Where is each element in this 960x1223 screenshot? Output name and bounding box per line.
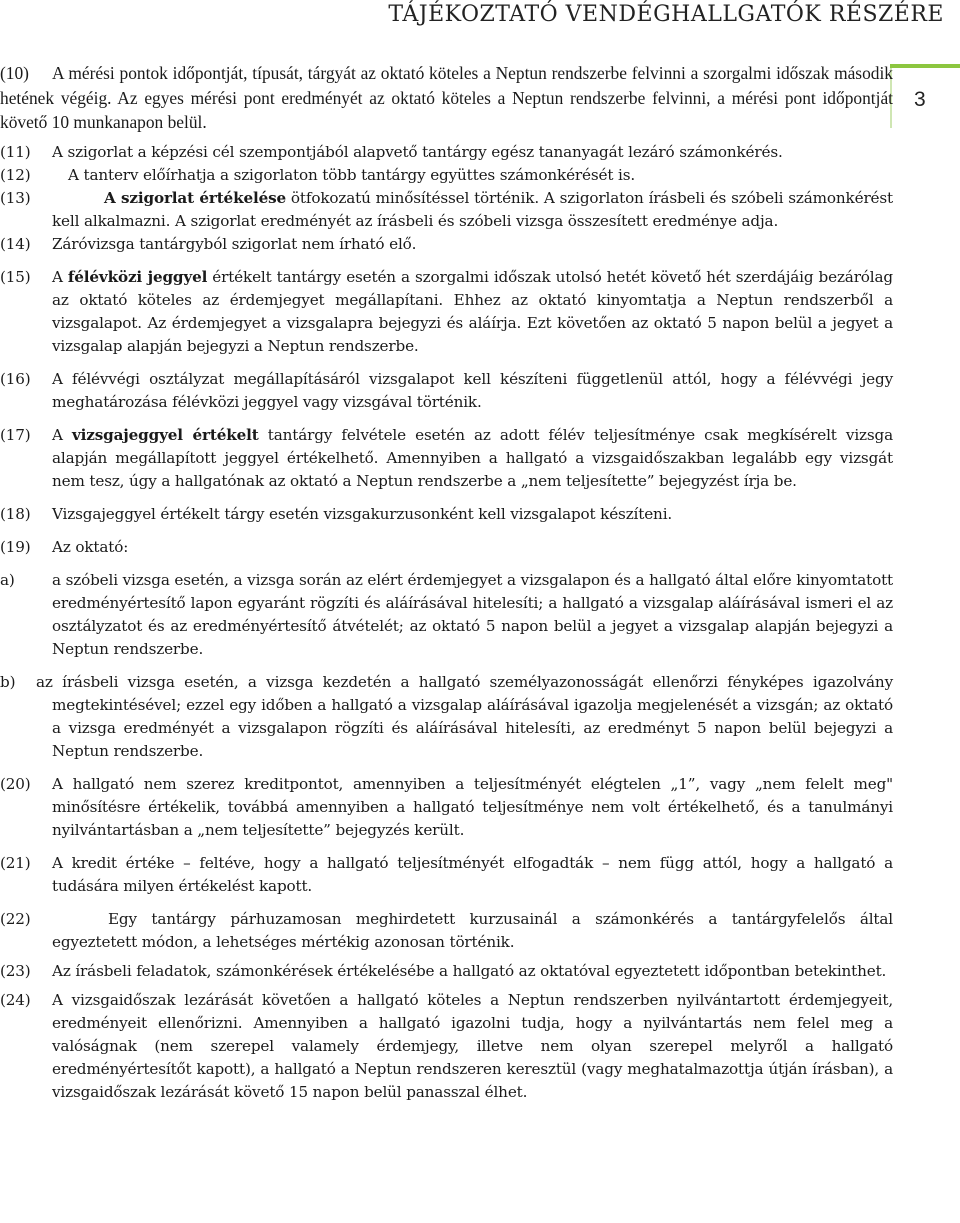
list-item xyxy=(0,503,893,526)
item-bold-term: félévközi jeggyel xyxy=(67,267,208,286)
item-text: értékelt tantárgy esetén a szorgalmi időszak utolsó hetét követő hét szerdájáig bezárólag az oktató köteles az érdemjegyet megállapítani. Ehhez az oktató kinyomtatja a Neptun rendszerből a vizsgalapot. Az érdemjegyet a vizsgalapra bejegyzi és aláírja. Ezt követően az oktató 5 napon belül a jegyet a vizsgalap alapján bejegyzi a Neptun rendszerbe. xyxy=(52,267,893,355)
list-item xyxy=(0,266,893,358)
document-header: TÁJÉKOZTATÓ VENDÉGHALLGATÓK RÉSZÉRE xyxy=(388,2,944,27)
list-item xyxy=(0,164,893,187)
item-text: A félévvégi osztályzat megállapításáról vizsgalapot kell készíteni függetlenül attól, hogy a félévvégi jegy meghatározása félévközi jeggyel vagy vizsgával történik. xyxy=(52,369,893,411)
list-item xyxy=(0,187,893,233)
item-number: (22) xyxy=(0,909,31,928)
item-number: (16) xyxy=(0,369,31,388)
item-number: (14) xyxy=(0,234,31,253)
list-item xyxy=(0,233,893,256)
item-text: Záróvizsga tantárgyból szigorlat nem írható elő. xyxy=(52,234,417,253)
item-number: (11) xyxy=(0,142,31,161)
list-item xyxy=(0,569,893,661)
item-number: (23) xyxy=(0,961,31,980)
item-text: tantárgy felvétele esetén az adott félév teljesítménye csak megkísérelt vizsga alapján megállapított jeggyel értékelhető. Amennyiben a hallgató a vizsgaidőszakban legalább egy vizsgát nem tesz, úgy a hallgatónak az oktató a Neptun rendszerbe a „nem teljesítette” bejegyzést írja be. xyxy=(52,425,894,490)
list-item xyxy=(0,989,893,1104)
list-item xyxy=(0,424,893,493)
list-item xyxy=(0,671,893,763)
item-letter: b) xyxy=(0,672,16,691)
item-number: (10) xyxy=(0,63,29,83)
list-item xyxy=(0,960,893,983)
item-number: (20) xyxy=(0,774,31,793)
list-item xyxy=(0,852,893,898)
item-text: Az oktató: xyxy=(52,537,129,556)
list-item xyxy=(0,61,893,135)
list-item xyxy=(0,773,893,842)
item-text: az írásbeli vizsga esetén, a vizsga kezdetén a hallgató személyazonosságát ellenőrzi fényképes igazolvány megtekintésével; ezzel egy időben a hallgató a vizsgalap aláírásával igazolja megjelenését a vizsgán; az oktató a vizsga eredményét a vizsgalapon rögzíti és aláírásával hitelesíti, az eredményt 5 napon belül bejegyzi a Neptun rendszerbe. xyxy=(36,672,893,760)
list-item xyxy=(0,368,893,414)
item-text: a szóbeli vizsga esetén, a vizsga során az elért érdemjegyet a vizsgalapon és a hallgató által előre kinyomtatott eredményértesítő lapon egyaránt rögzíti és aláírásával hitelesíti; a hallgató a vizsgalap aláírásával ismeri el az osztályzatot és az eredményértesítő átvételét; az oktató 5 napon belül a jegyet a vizsgalap alapján bejegyzi a Neptun rendszerbe. xyxy=(52,570,893,658)
item-bold-term: A szigorlat értékelése xyxy=(104,188,287,207)
item-text: A szigorlat a képzési cél szempontjából alapvető tantárgy egész tananyagát lezáró számonkérés. xyxy=(52,142,783,161)
list-item xyxy=(0,536,893,559)
item-text-prefix: A xyxy=(52,267,68,286)
item-letter: a) xyxy=(0,570,15,589)
item-number: (24) xyxy=(0,990,31,1009)
header-accent-bar xyxy=(890,64,960,68)
list-item xyxy=(0,141,893,164)
item-text: Vizsgajeggyel értékelt tárgy esetén vizsgakurzusonként kell vizsgalapot készíteni. xyxy=(52,504,673,523)
list-item xyxy=(0,908,893,954)
page-number: 3 xyxy=(914,88,926,111)
item-text: A mérési pontok időpontját, típusát, tárgyát az oktató köteles a Neptun rendszerbe felvinni a szorgalmi időszak második hetének végéig. Az egyes mérési pont eredményét az oktató köteles a Neptun rendszerbe felvinni, a mérési pont időpontját követő 10 munkanapon belül. xyxy=(0,63,893,132)
item-text: A kredit értéke – feltéve, hogy a hallgató teljesítményét elfogadták – nem függ attól, hogy a hallgató a tudására milyen értékelést kapott. xyxy=(52,853,893,895)
item-text: ötfokozatú minősítéssel történik. A szigorlaton írásbeli és szóbeli számonkérést kell alkalmazni. A szigorlat eredményét az írásbeli és szóbeli vizsga összesített eredménye adja. xyxy=(52,188,893,230)
item-number: (18) xyxy=(0,504,31,523)
item-text: A vizsgaidőszak lezárását követően a hallgató köteles a Neptun rendszerben nyilvántartott érdemjegyeit, eredményeit ellenőrizni. Amennyiben a hallgató igazolni tudja, hogy a nyilvántartás nem felel meg a valóságnak (nem szerepel valamely érdemjegy, illetve nem olyan szerepel melyről a hallgató eredményértesítőt kapott), a hallgató a Neptun rendszeren keresztül (vagy meghatalmazottja útján írásban), a vizsgaidőszak lezárását követő 15 napon belül panasszal élhet. xyxy=(52,990,893,1101)
item-number: (19) xyxy=(0,537,31,556)
item-number: (15) xyxy=(0,267,31,286)
rules-list xyxy=(0,61,893,1104)
item-text: Egy tantárgy párhuzamosan meghirdetett kurzusainál a számonkérés a tantárgyfelelős által egyeztetett módon, a lehetséges mértékig azonosan történik. xyxy=(52,909,893,951)
item-number: (21) xyxy=(0,853,31,872)
item-number: (13) xyxy=(0,188,31,207)
item-text: Az írásbeli feladatok, számonkérések értékelésébe a hallgató az oktatóval egyeztetett időpontban betekinthet. xyxy=(52,961,887,980)
item-number: (12) xyxy=(0,165,31,184)
item-text: A hallgató nem szerez kreditpontot, amennyiben a teljesítményét elégtelen „1”, vagy „nem felelt meg" minősítésre értékelik, továbbá amennyiben a hallgató teljesítménye nem volt értékelhető, és a tanulmányi nyilvántartásban a „nem teljesítette” bejegyzés került. xyxy=(52,774,893,839)
item-text-prefix: A xyxy=(52,425,72,444)
item-text: A tanterv előírhatja a szigorlaton több tantárgy együttes számonkérését is. xyxy=(68,165,636,184)
item-bold-term: vizsgajeggyel értékelt xyxy=(71,425,259,444)
item-number: (17) xyxy=(0,425,31,444)
